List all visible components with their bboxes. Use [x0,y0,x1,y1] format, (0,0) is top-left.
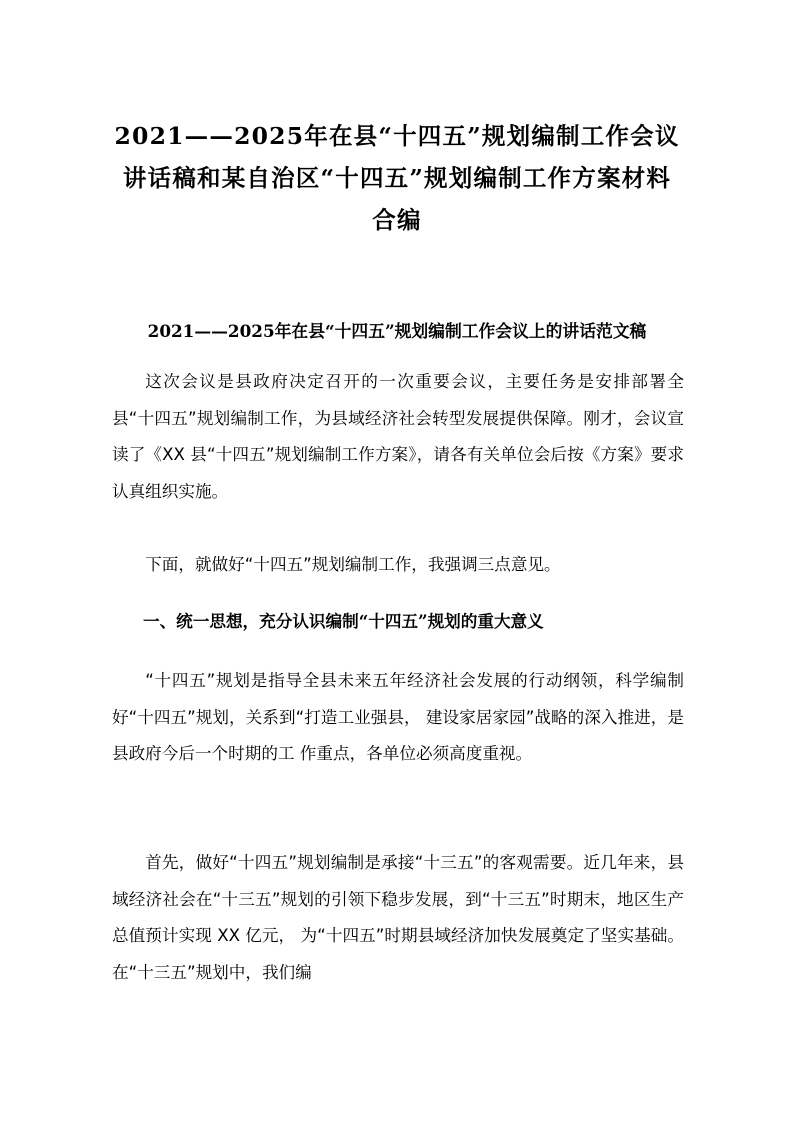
paragraph-significance: “十四五”规划是指导全县未来五年经济社会发展的行动纲领，科学编制好“十四五”规划，关系到“打造工业强县， 建设家居家园”战略的深入推进，是县政府今后一个时期的工 作重点，各单位必须高度重视。 [112,671,684,763]
paragraph-opening: 这次会议是县政府决定召开的一次重要会议，主要任务是安排部署全县“十四五”规划编制工作，为县域经济社会转型发展提供保障。刚才，会议宣读了《XX 县“十四五”规划编制工作方案》，请各有关单位会后按《方案》要求认真组织实施。 [112,372,684,501]
sub-heading-one: 一、统一思想，充分认识编制“十四五”规划的重大意义 [143,611,544,631]
paragraph-intro-points: 下面，就做好“十四五”规划编制工作，我强调三点意见。 [145,555,561,574]
document-title: 2021——2025年在县“十四五”规划编制工作会议讲话稿和某自治区“十四五”规划编制工作方案材料合编 [114,122,680,234]
section-heading: 2021——2025年在县“十四五”规划编制工作会议上的讲话范文稿 [147,321,647,341]
paragraph-first-point: 首先，做好“十四五”规划编制是承接“十三五”的客观需要。近几年来，县域经济社会在“十三五”规划的引领下稳步发展，到“十三五”时期末，地区生产总值预计实现 XX 亿元， 为“十四五”时期县域经济加快发展奠定了坚实基础。在“十三五”规划中，我们编 [112,853,684,982]
